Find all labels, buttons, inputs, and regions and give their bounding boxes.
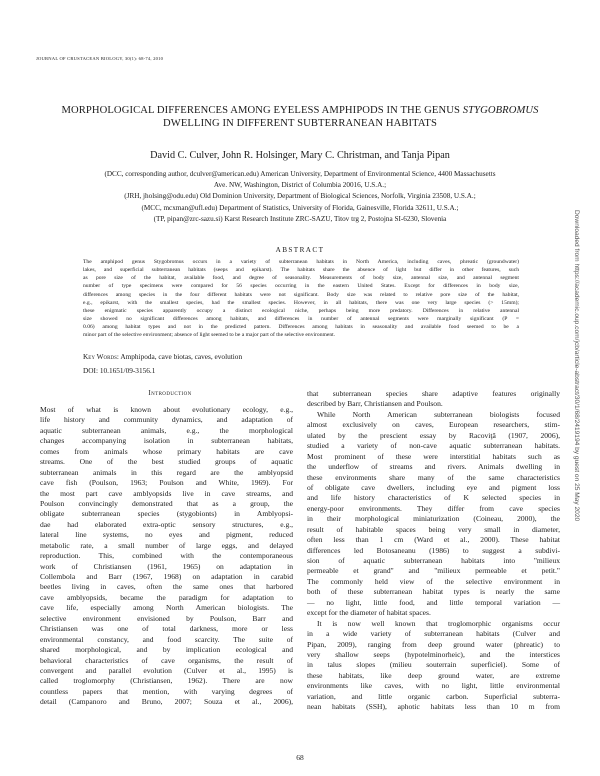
body-text-line: Poulson convincingly demonstrated that as a group, the (40, 498, 293, 508)
body-text-line: in talus slopes (milieu souterrain superficiel). Some of (307, 660, 560, 670)
body-text-line: in a wide variety of subterranean habitats (Culver and (307, 629, 560, 639)
page-number: 68 (296, 753, 304, 762)
body-text-line: called troglomorphy (Christiansen, 1962). There are now (40, 676, 293, 686)
body-text-line: cave life, especially among North American biologists. The (40, 603, 293, 613)
body-text-line: that subterranean species share adaptive features originally (307, 389, 560, 398)
right-column (307, 389, 560, 713)
body-text-line: nean habitats (SSH), aphotic habitats less than 10 m from (307, 702, 560, 712)
abstract-line: The amphipod genus Stygobromus occurs in a variety of subterranean habitats in North America, including caves, phreatic (groundwater) (83, 259, 519, 265)
body-text-line: and life history characteristics of K selected species in (307, 493, 560, 503)
abstract-line: minor part of the selective environment; absence of light seemed to be a major part of the selective environment. (83, 332, 336, 339)
author-list: David C. Culver, John R. Holsinger, Mary C. Christman, and Tanja Pipan (150, 150, 450, 161)
body-text-line: behavioral characteristics of cave organisms, the result of (40, 655, 293, 665)
body-text-line: It is now well known that troglomorphic organisms occur (317, 618, 560, 628)
affiliation-line: (JRH, jholsing@odu.edu) Old Dominion University, Department of Biological Sciences, Norfolk, Virginia 23508, U.S.A.; (124, 192, 476, 201)
body-text-line: these habitats, like deep ground water, are extreme (307, 670, 560, 680)
abstract-line: as pore size of the habitat, available food, and degree of seasonality. Measurements of body size, antennal size, and antennal segment (83, 275, 519, 282)
body-text-line: subterranean animals in this regard are the amblyopsid (40, 467, 293, 477)
body-text-line: beetles living in caves, often the same ones that harbored (40, 582, 293, 592)
abstract-line: lakes, and superficial subterranean habitats (seeps and epikarst). The habitats share the absence of light but differ in other features, such (83, 267, 519, 274)
keywords-label: Key Words: (83, 352, 119, 361)
body-text-line: ulated by the prescient essay by Racoviţă (1907, 2006), (307, 430, 560, 440)
body-text-line: in their morphological miniaturization (Coineau, 2000), the (307, 514, 560, 524)
body-text-line: environmental constancy, and food scarcity. The suite of (40, 634, 293, 644)
abstract-line: size showed no significant differences among habitats, and differences in number of antennal segments were marginally significant (P = (83, 315, 519, 322)
body-text-line: — no light, little food, and little temporal variation — (307, 597, 560, 607)
body-text-line: The commonly held view of the selective environment in (307, 576, 560, 586)
keywords (83, 352, 242, 361)
left-column (40, 405, 293, 708)
affiliations (50, 169, 550, 225)
body-text-line: aquatic subterranean animals, e.g., the morphological (40, 425, 293, 435)
abstract-line: number of type specimens were compared for 56 species occurring in the eastern United States. Except for differences in body size, (83, 283, 519, 290)
body-text-line: variation, and little organic carbon. Superficial subterra- (307, 691, 560, 701)
body-text-line: convergent and parallel evolution (Culver et al., 1995) is (40, 665, 293, 675)
body-text-line: countless papers that mention, with varying degrees of (40, 686, 293, 696)
body-text-line: almost exclusively on caves, European researchers, stim- (307, 420, 560, 430)
body-text-line: of obligate cave dwellers, including eye and pigment loss (307, 482, 560, 492)
body-text-line: result of habitable spaces being very small in diameter, (307, 524, 560, 534)
body-text-line: the underflow of streams and rivers. Animals dwelling in (307, 462, 560, 472)
body-text-line: While North American subterranean biologists focused (317, 409, 560, 419)
title-line-2: DWELLING IN DIFFERENT SUBTERRANEAN HABITATS (163, 118, 437, 129)
journal-header: JOURNAL OF CRUSTACEAN BIOLOGY, 30(1): 68-74, 2010 (36, 56, 164, 61)
body-text-line: sion of aquatic subterranean habitats into "milieux (307, 556, 560, 565)
body-text-line: often less than 1 cm (Ward et al., 2000). These habitat (307, 535, 560, 545)
download-watermark: Downloaded from https://academic.oup.com/jcb/article-abstract/30/1/68/2419194 by guest on 25 May 2020 (573, 210, 580, 522)
body-text-line: lateral line systems, no eyes and pigment, reduced (40, 530, 293, 540)
body-text-line: energy-poor environments. They differ from cave species (307, 503, 560, 513)
body-text-line: described by Barr, Christiansen and Poulson. (307, 399, 443, 409)
body-text-line: obligate subterranean species (stygobionts) in Amblyopsi- (40, 509, 293, 519)
affiliation-line: (DCC, corresponding author, dculver@american.edu) American University, Department of Environmental Science, 4400 Massachusetts (104, 170, 496, 178)
body-text-line: cave amblyopsids, became the paradigm for adaptation to (40, 592, 293, 602)
keywords-text: Amphipoda, cave biotas, caves, evolution (120, 352, 243, 361)
body-text-line: Most of what is known about evolutionary ecology, e.g., (40, 405, 293, 414)
abstract-heading: ABSTRACT (275, 246, 325, 254)
body-text-line: Most prominent of these were interstitial habitats such as (307, 451, 560, 461)
doi: DOI: 10.1651/09-3156.1 (83, 366, 156, 375)
body-text-line: streams. One of the best studied groups of aquatic (40, 457, 293, 467)
abstract-line: e.g., epikarst, with the smallest species, had the smallest species. However, in all habitats, there was one very large species (> 15mm); (83, 299, 519, 306)
body-text-line: detail (Campanoro and Bruno, 2007; Souza et al., 2006), (40, 697, 293, 707)
title-main: MORPHOLOGICAL DIFFERENCES AMONG EYELESS AMPHIPODS IN THE GENUS (61, 105, 463, 116)
body-text-line: differences led Botosaneanu (1986) to suggest a subdivi- (307, 545, 560, 555)
abstract-line: differences among species in the four different habitats were not significant. Body size was related to relative pore size of the habitat, (83, 291, 519, 298)
body-text-line: Pipan, 2009), ranging from deep ground water (phreatic) to (307, 639, 560, 649)
abstract-body (83, 258, 519, 339)
body-text-line: Collembola and Barr (1967, 1968) on adaptation in carabid (40, 572, 293, 581)
body-text-line: except for the diameter of habitat spaces. (307, 608, 431, 618)
body-text-line: environments like caves, with no light, little environmental (307, 681, 560, 691)
body-text-line: life history and community dynamics, and adaptation of (40, 415, 293, 425)
body-text-line: reproduction. This, combined with the contemporaneous (40, 551, 293, 561)
body-text-line: the most part cave amblyopsids live in cave streams, and (40, 488, 293, 498)
affiliation-line: (MCC, mcxman@ufl.edu) Department of Statistics, University of Florida, Gainesville, Florida 32611, U.S.A.; (141, 203, 459, 212)
title-genus: STYGOBROMUS (462, 105, 539, 116)
body-text-line: Christiansen was one of total darkness, more or less (40, 624, 293, 634)
body-text-line: metabolic rate, a small number of large eggs, and delayed (40, 540, 293, 550)
body-text-line: very shallow seeps (hypotelminorheic), and the interstices (307, 649, 560, 659)
body-text-line: comes from animals whose primary habitats are cave (40, 446, 293, 456)
body-text-line: both of these subterranean habitat types is nearly the same (307, 587, 560, 597)
body-text-line: permeable et grand" and "milieux permeable et petit." (307, 566, 560, 576)
body-text-line: work of Christiansen (1961, 1965) on adaptation in (40, 561, 293, 571)
body-text-line: cave fish (Poulson, 1963; Poulson and White, 1969). For (40, 478, 293, 488)
section-heading-introduction: Introduction (148, 389, 192, 397)
body-text-line: changes accompanying isolation in subterranean habitats, (40, 436, 293, 446)
body-text-line: shared morphological, and by implication ecological and (40, 645, 293, 655)
abstract-line: these enigmatic species apparently occupy a distinct ecological niche, perhaps being more predatory. Differences in relative antennal (83, 307, 519, 314)
article-title (40, 104, 560, 130)
body-text-line: selective environment envisioned by Poulson, Barr and (40, 613, 293, 623)
body-text-line: dae had elaborated extra-optic sensory structures, e.g., (40, 519, 293, 529)
affiliation-line: Ave. NW, Washington, District of Columbia 20016, U.S.A.; (213, 181, 387, 190)
body-text-line: these environments share many of the same characteristics (307, 472, 560, 482)
affiliation-line: (TP, pipan@zrc-sazu.si) Karst Research Institute ZRC-SAZU, Titov trg 2, Postojna SI-6230, Slovenia (153, 214, 447, 223)
abstract-line: 0.06) among habitat types and not in the predicted pattern. Differences among habitats in seasonality and available food seemed to be a (83, 324, 519, 331)
body-text-line: studied a variety of non-cave aquatic subterranean habitats. (307, 441, 560, 451)
